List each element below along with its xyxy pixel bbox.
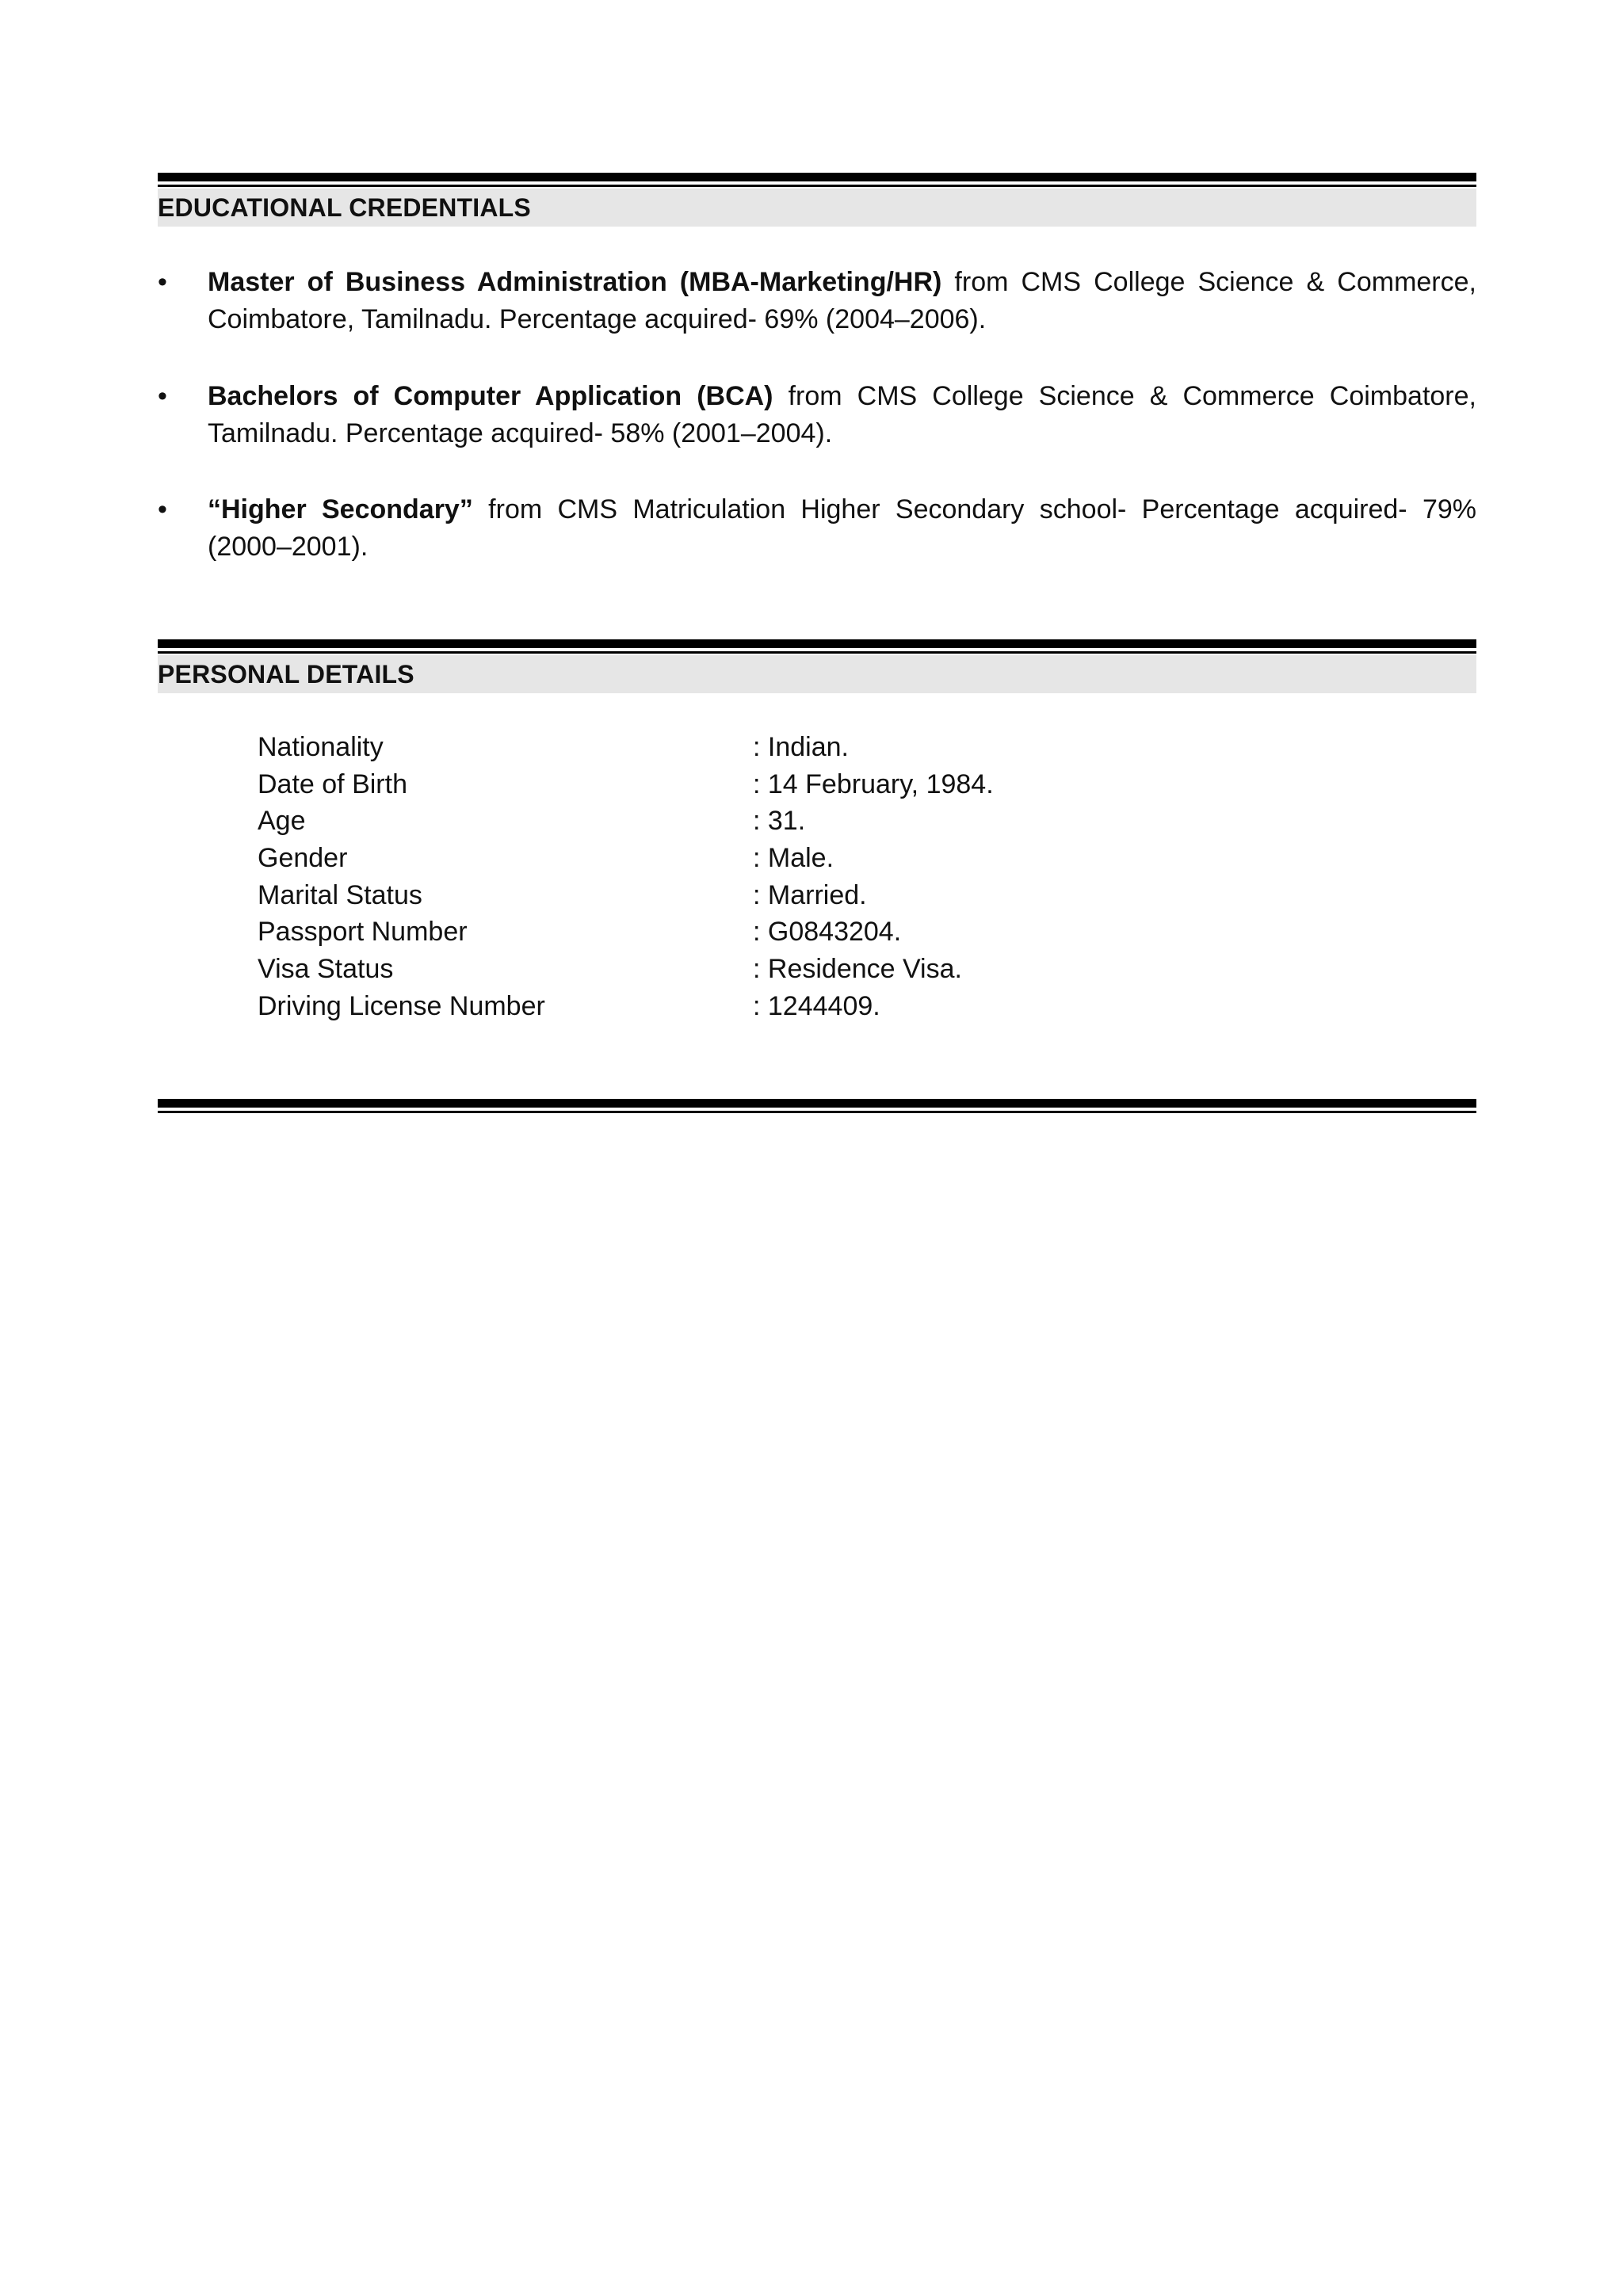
section-divider xyxy=(158,1099,1476,1113)
education-heading-bar xyxy=(158,189,1476,227)
personal-row-age xyxy=(258,803,1367,840)
bullet-icon: • xyxy=(158,494,167,524)
education-item-detail: from CMS College Science & Commerce Coimbatore, Tamilnadu. Percentage acquired- 58% (2001–2004). xyxy=(208,381,1476,448)
education-item-detail: from CMS College Science & Commerce, Coimbatore, Tamilnadu. Percentage acquired- 69% (2004–2006). xyxy=(208,267,1476,334)
personal-label: Visa Status xyxy=(258,954,394,984)
personal-value: : Male. xyxy=(753,843,834,873)
personal-value: : 1244409. xyxy=(753,991,880,1021)
personal-row-driving-license xyxy=(258,988,1367,1025)
personal-row-passport-number xyxy=(258,913,1367,951)
personal-value: : Residence Visa. xyxy=(753,954,962,984)
bullet-icon: • xyxy=(158,381,167,411)
personal-label: Age xyxy=(258,806,306,836)
personal-row-visa-status xyxy=(258,951,1367,988)
education-item-title: Master of Business Administration (MBA-Marketing/HR) xyxy=(208,267,942,297)
bullet-icon: • xyxy=(158,267,167,297)
personal-row-nationality xyxy=(258,729,1367,766)
education-item-text xyxy=(208,491,1476,566)
personal-value: : Married. xyxy=(753,880,867,910)
personal-row-date-of-birth xyxy=(258,766,1367,803)
personal-value: : G0843204. xyxy=(753,917,902,947)
section-divider xyxy=(158,639,1476,654)
education-item-title: Bachelors of Computer Application (BCA) xyxy=(208,381,773,411)
education-item-text xyxy=(208,378,1476,452)
personal-label: Marital Status xyxy=(258,880,422,910)
personal-label: Nationality xyxy=(258,732,384,762)
personal-value: : 14 February, 1984. xyxy=(753,769,994,799)
personal-label: Passport Number xyxy=(258,917,468,947)
personal-value: : 31. xyxy=(753,806,806,836)
personal-row-gender xyxy=(258,840,1367,877)
education-item-title: “Higher Secondary” xyxy=(208,494,473,524)
personal-label: Date of Birth xyxy=(258,769,407,799)
education-heading: EDUCATIONAL CREDENTIALS xyxy=(158,193,531,222)
section-divider xyxy=(158,173,1476,187)
education-item-text xyxy=(208,264,1476,338)
personal-label: Driving License Number xyxy=(258,991,545,1021)
personal-heading: PERSONAL DETAILS xyxy=(158,659,414,688)
personal-value: : Indian. xyxy=(753,732,849,762)
personal-label: Gender xyxy=(258,843,348,873)
personal-row-marital-status xyxy=(258,877,1367,914)
education-item-detail: from CMS Matriculation Higher Secondary school- Percentage acquired- 79% (2000–2001). xyxy=(208,494,1476,562)
personal-heading-bar xyxy=(158,655,1476,693)
